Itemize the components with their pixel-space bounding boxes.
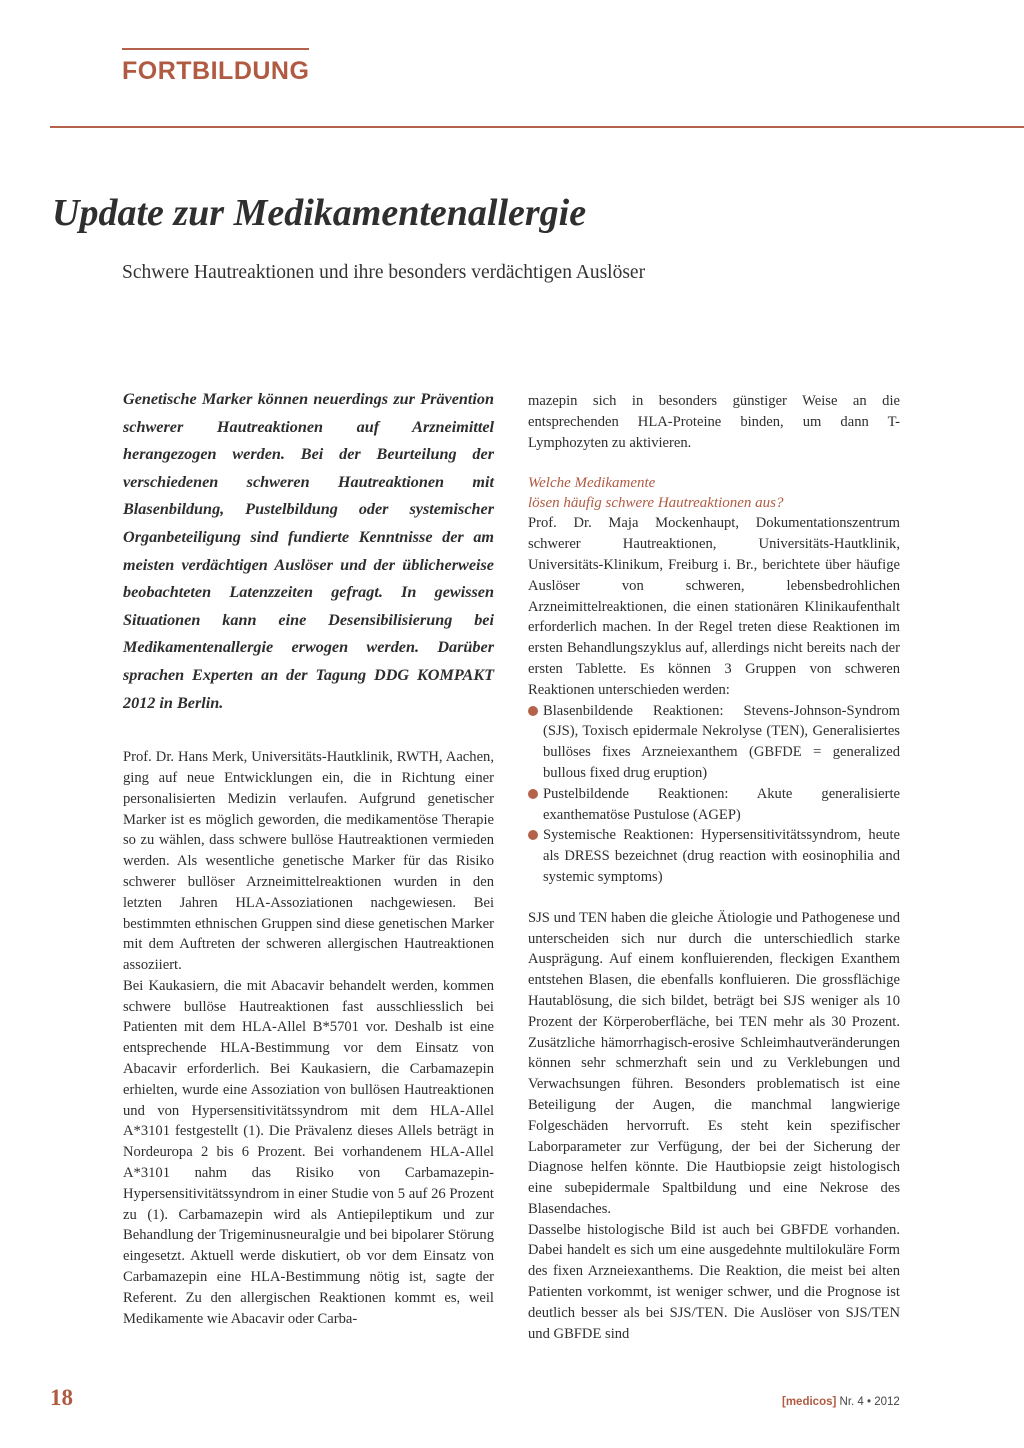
section-rule [122,48,309,50]
reaction-groups-list [528,701,900,888]
right-column [528,391,900,1344]
section-label: FORTBILDUNG [122,57,310,85]
spacer [528,888,900,908]
journal-footer [782,1394,900,1410]
section-subheading [528,473,900,513]
lead-paragraph: Genetische Marker können neuerdings zur Prävention schwerer Hautreaktionen auf Arzneimittel herangezogen werden. Bei der Beurteilung der verschiedenen schweren Hautreaktionen mit Blasenbildung, Pustelbildung oder systemischer Organbeteiligung sind fundierte Kenntnisse der am meisten verdächtigen Auslöser und der üblicherweise beobachteten Latenzzeiten gefragt. In gewissen Situationen kann eine Desensibilisierung bei Medikamentenallergie erwogen werden. Darüber sprachen Experten an der Tagung DDG KOMPAKT 2012 in Berlin. [123,390,494,712]
body-paragraph: Prof. Dr. Hans Merk, Universitäts-Hautklinik, RWTH, Aachen, ging auf neue Entwicklungen ein, die in Richtung einer personalisierten Medizin verlaufen. Aufgrund genetischer Marker ist es möglich geworden, die medikamentöse Therapie so zu wählen, dass schwere bullöse Hautreaktionen vermieden werden. Als wesentliche genetische Marker für das Risiko schwerer bullöser Arzneimittelreaktionen wurden in den letzten Jahren HLA-Assoziationen nachgewiesen. Bei bestimmten ethnischen Gruppen sind diese genetischen Marker mit dem Auftreten der schweren allergischen Hautreaktionen assoziiert. [123,749,494,974]
page-number: 18 [50,1385,73,1410]
header-divider [50,126,1024,128]
list-item [528,701,900,784]
journal-brand: [medicos] [782,1396,837,1408]
list-item [528,825,900,887]
article-subtitle: Schwere Hautreaktionen und ihre besonders verdächtigen Auslöser [122,262,646,283]
bullet-dot-icon [528,706,538,716]
list-item [528,784,900,826]
body-paragraph: mazepin sich in besonders günstiger Weise an die entsprechenden HLA-Proteine binden, um dann T-Lymphozyten zu aktivieren. [528,393,900,451]
list-item-text: Systemische Reaktionen: Hypersensitivitätssyndrom, heute als DRESS bezeichnet (drug reaction with eosinophilia and systemic symptoms) [543,827,900,885]
body-paragraph: Prof. Dr. Maja Mockenhaupt, Dokumentationszentrum schwerer Hautreaktionen, Universitäts-Hautklinik, Universitäts-Klinikum, Freiburg i. Br., berichtete über häufige Auslöser von schweren, lebensbedrohlichen Arzneimittelreaktionen, die einen stationären Klinikaufenthalt erforderlich machen. In der Regel treten diese Reaktionen im ersten Behandlungszyklus auf, allerdings nicht bereits nach der ersten Tablette. Es können 3 Gruppen von schweren Reaktionen unterschieden werden: [528,515,900,698]
bullet-dot-icon [528,830,538,840]
body-paragraph: SJS und TEN haben die gleiche Ätiologie und Pathogenese und unterscheiden sich nur durch die unterschiedlich starke Ausprägung. Auf einem konfluierenden, fleckigen Exanthem entstehen Blasen, die ebenfalls konfluieren. Die grossflächige Hautablösung, die sich bildet, beträgt bei SJS weniger als 10 Prozent der Körperoberfläche, bei TEN mehr als 30 Prozent. Zusätzliche hämorrhagisch-erosive Schleimhautveränderungen können sehr schmerzhaft sein und zu Verklebungen und Verwachsungen führen. Besonders problematisch ist eine Beteiligung der Augen, die manchmal langwierige Folgeschäden hervorruft. Es steht kein spezifischer Laborparameter zur Verfügung, der bei der Sicherung der Diagnose helfen könnte. Die Hautbiopsie zeigt histologisch eine subepidermale Spaltbildung und eine Nekrose des Blasendaches. [528,909,900,1217]
list-item-text: Pustelbildende Reaktionen: Akute generalisierte exanthematöse Pustulose (AGEP) [543,785,900,823]
subheading-line: Welche Medikamente [528,475,656,492]
issue-info: Nr. 4 • 2012 [836,1396,900,1408]
left-column [123,386,494,1329]
list-item-text: Blasenbildende Reaktionen: Stevens-Johnson-Syndrom (SJS), Toxisch epidermale Nekrolyse (TEN), Generalisiertes bullöses fixes Arzneiexanthem (GBFDE = generalized bullous fixed drug eruption) [543,702,900,781]
bullet-dot-icon [528,789,538,799]
body-paragraph: Dasselbe histologische Bild ist auch bei GBFDE vorhanden. Dabei handelt es sich um eine ausgedehnte multilokuläre Form des fixen Arzneiexanthems. Die Reaktion, die meist bei alten Patienten vorkommt, ist weniger schwer, und die Prognose ist deutlich besser als bei SJS/TEN. Die Auslöser von SJS/TEN und GBFDE sind [528,1221,900,1342]
article-title: Update zur Medikamentenallergie [52,192,587,234]
body-paragraph: Bei Kaukasiern, die mit Abacavir behandelt werden, kommen schwere bullöse Hautreaktionen fast ausschliesslich bei Patienten mit dem HLA-Allel B*5701 vor. Deshalb ist eine entsprechende HLA-Bestimmung vor dem Einsatz von Abacavir erforderlich. Bei Kaukasiern, die Carbamazepin erhielten, wurde eine Assoziation von bullösen Hautreaktionen und von Hypersensitivitätssyndrom mit dem HLA-Allel A*3101 festgestellt (1). Die Prävalenz dieses Allels beträgt in Nordeuropa 2 bis 6 Prozent. Bei vorhandenem HLA-Allel A*3101 nahm das Risiko von Carbamazepin-Hypersensitivitätssyndrom in einer Studie von 5 auf 26 Prozent zu (1). Carbamazepin wird als Antiepileptikum und zur Behandlung der Trigeminusneuralgie und bei bipolarer Störung eingesetzt. Aktuell werde diskutiert, ob vor dem Einsatz von Carbamazepin eine HLA-Bestimmung nötig ist, sagte der Referent. Zu den allergischen Reaktionen kommt es, weil Medikamente wie Abacavir oder Carba- [123,977,494,1327]
subheading-line: lösen häufig schwere Hautreaktionen aus? [528,495,784,512]
